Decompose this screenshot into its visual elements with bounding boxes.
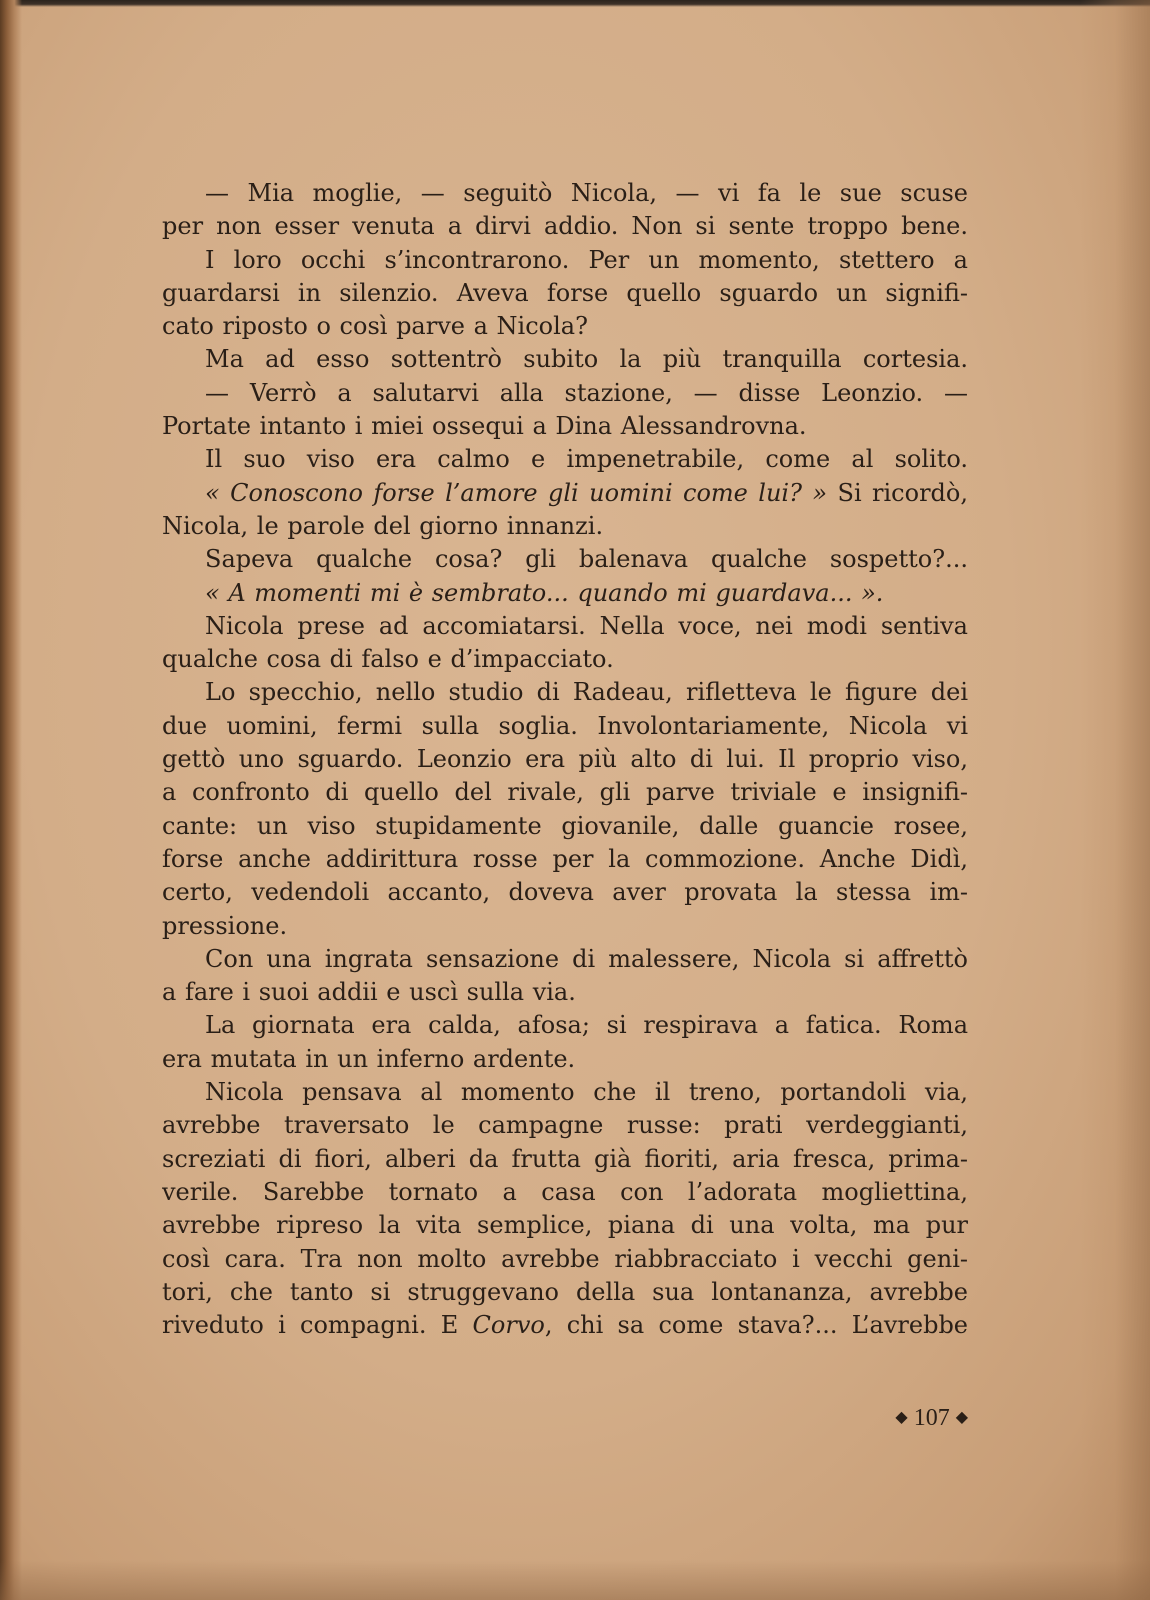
page-number-value: 107 xyxy=(913,1405,950,1431)
text-line: verile. Sarebbe tornato a casa con l’adorata mogliettina, xyxy=(162,1177,968,1206)
text-line: Sapeva qualche cosa? gli balenava qualche sospetto?... xyxy=(205,545,968,574)
page-number xyxy=(862,1405,968,1432)
body-text xyxy=(162,177,968,1342)
text-line: Nicola pensava al momento che il treno, portandoli via, xyxy=(205,1078,968,1107)
text-line: due uomini, fermi sulla soglia. Involontariamente, Nicola vi xyxy=(162,711,968,740)
text-line: certo, vedendoli accanto, doveva aver provata la stessa im- xyxy=(162,878,968,907)
text-line: avrebbe traversato le campagne russe: prati verdeggianti, xyxy=(162,1111,968,1140)
text-line: qualche cosa di falso e d’impacciato. xyxy=(162,645,614,674)
text-line: screziati di fiori, alberi da frutta già fioriti, aria fresca, prima- xyxy=(162,1144,968,1173)
text-line: riveduto i compagni. E Corvo, chi sa come stava?... L’avrebbe xyxy=(162,1311,968,1340)
text-line: per non esser venuta a dirvi addio. Non si sente troppo bene. xyxy=(162,212,968,241)
text-line: cato riposto o così parve a Nicola? xyxy=(162,312,588,341)
text-line: — Mia moglie, — seguitò Nicola, — vi fa le sue scuse xyxy=(205,179,968,207)
text-line: cante: un viso stupidamente giovanile, dalle guancie rosee, xyxy=(162,811,968,840)
italic-word: Corvo xyxy=(472,1311,545,1340)
text-line: tori, che tanto si struggevano della sua lontananza, avrebbe xyxy=(162,1277,968,1306)
text-line: era mutata in un inferno ardente. xyxy=(162,1044,576,1073)
page-top-edge xyxy=(0,0,1150,7)
page-bottom-shadow xyxy=(0,1560,1150,1600)
text-line: « A momenti mi è sembrato... quando mi guardava... ». xyxy=(205,578,884,607)
text-line: « Conoscono forse l’amore gli uomini come lui? » Si ricordò, xyxy=(205,478,968,507)
diamond-ornament-right: ◆ xyxy=(955,1409,968,1426)
text-line: pressione. xyxy=(162,911,288,940)
text-line: a fare i suoi addii e uscì sulla via. xyxy=(162,978,576,1007)
text-line: Ma ad esso sottentrò subito la più tranquilla cortesia. xyxy=(205,345,968,374)
diamond-ornament-left: ◆ xyxy=(895,1409,908,1426)
text-line: forse anche addirittura rosse per la commozione. Anche Didì, xyxy=(162,844,968,873)
text-line: — Verrò a salutarvi alla stazione, — disse Leonzio. — xyxy=(205,378,968,407)
text-line: avrebbe ripreso la vita semplice, piana di una volta, ma pur xyxy=(162,1211,968,1240)
text-line: così cara. Tra non molto avrebbe riabbracciato i vecchi geni- xyxy=(162,1244,968,1273)
text-line: guardarsi in silenzio. Aveva forse quello sguardo un signifi- xyxy=(162,278,968,307)
text-line: I loro occhi s’incontrarono. Per un momento, stettero a xyxy=(205,245,968,274)
text-line: Il suo viso era calmo e impenetrabile, come al solito. xyxy=(205,445,968,474)
italic-quote: « Conoscono forse l’amore gli uomini come lui? » xyxy=(205,478,828,507)
page-right-shadow xyxy=(1080,0,1150,1600)
text-line: La giornata era calda, afosa; si respirava a fatica. Roma xyxy=(205,1011,968,1040)
text-line: Portate intanto i miei ossequi a Dina Alessandrovna. xyxy=(162,412,807,441)
text-line: Con una ingrata sensazione di malessere, Nicola si affrettò xyxy=(205,944,968,973)
page-binding-edge xyxy=(0,0,22,1600)
text-line: a confronto di quello del rivale, gli parve triviale e insignifi- xyxy=(162,778,968,807)
text-line: Lo specchio, nello studio di Radeau, rifletteva le figure dei xyxy=(205,678,968,707)
text-line: gettò uno sguardo. Leonzio era più alto di lui. Il proprio viso, xyxy=(162,745,968,774)
text-line: Nicola, le parole del giorno innanzi. xyxy=(162,511,604,540)
text-line: Nicola prese ad accomiatarsi. Nella voce, nei modi sentiva xyxy=(205,611,968,640)
